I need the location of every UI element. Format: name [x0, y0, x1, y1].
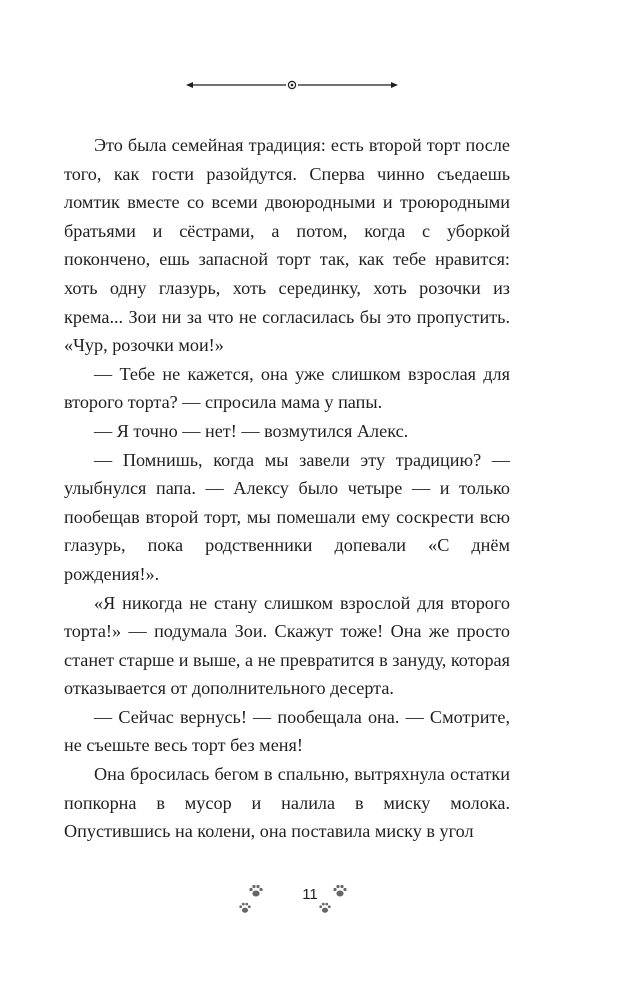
paragraph: — Сейчас вернусь! — пообещала она. — Смотрите, не съешьте весь торт без меня!: [64, 706, 510, 756]
paragraph: — Я точно — нет! — возмутился Алекс.: [94, 420, 409, 441]
paw-print-icon: [248, 884, 264, 898]
paw-print-icon: [238, 902, 252, 914]
paragraph: Она бросилась бегом в спальню, вытряхнула остатки попкорна в мусор и налила в миску молока. Опустившись на колени, она поставила миску в угол: [64, 764, 510, 842]
paragraph: — Тебе не кажется, она уже слишком взрослая для второго торта? — спросила мама у папы.: [64, 363, 510, 413]
paragraph: «Я никогда не стану слишком взрослой для второго торта!» — подумала Зои. Скажут тоже! Она же просто станет старше и выше, а не превратится в зануду, которая отказывается от дополнительного десерта.: [64, 592, 510, 699]
divider-ornament-icon: [186, 77, 398, 93]
page-footer: [230, 880, 390, 920]
paw-print-icon: [332, 884, 348, 898]
paragraph: Это была семейная традиция: есть второй торт после того, как гости разойдутся. Сперва чинно съедаешь ломтик вместе со всеми двоюродными и троюродными братьями и сёстрами, а потом, когда с уборкой покончено, ешь запасной торт так, как тебе нравится: хоть одну глазурь, хоть серединку, хоть розочки из крема... Зои ни за что не согласилась бы это пропустить. «Чур, розочки мои!»: [64, 135, 510, 356]
paw-print-icon: [318, 902, 332, 914]
page-text: [64, 131, 510, 846]
page-number: 11: [302, 886, 318, 903]
paragraph: — Помнишь, когда мы завели эту традицию? — улыбнулся папа. — Алексу было четыре — и только пообещав второй торт, мы помешали ему соскрести всю глазурь, пока родственники допевали «С днём рождения!».: [64, 449, 510, 584]
